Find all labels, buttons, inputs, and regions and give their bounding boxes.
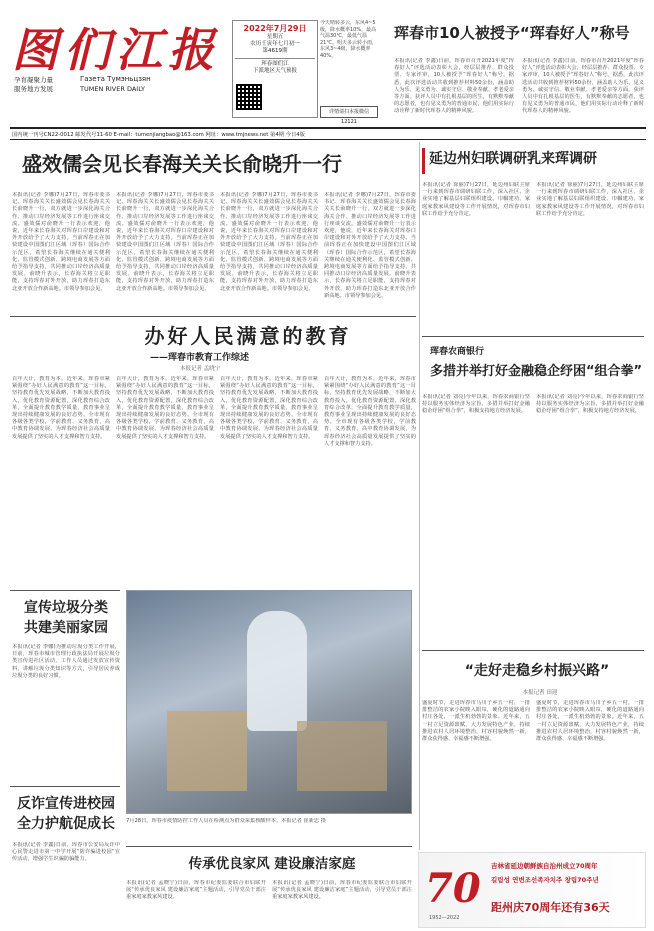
center-feature-col-2: 百年大计，教育为本。近年来，珲春市紧紧围绕“办好人民满意的教育”这一目标，坚持教育优先发展战略，不断加大教育投入，优化教育资源配置，深化教育综合改革，全面提升教育教学质量，教育事业呈现出持续健康发展的良好态势。全市现有各级各类学校，学前教育、义务教育、高中教育协调发展，为珲春经济社会高质量发展提供了坚实的人才支撑和智力支持。 bbox=[116, 376, 214, 440]
left-column-2-title-1: 反诈宣传进校园 bbox=[17, 796, 115, 812]
anniversary-logo: 70 bbox=[425, 865, 481, 912]
lead-body-col-3: 本报讯(记者 李娜)7月27日，珲春市委书记、珲春海关关长盛效儒会见长春海关关长俞晓升一行，双方就进一步深化海关合作、推动口岸经济发展等工作进行座谈交流。盛效儒对俞晓升一行表示欢迎，他说，近年来长春海关对珲春口岸建设和对外开放给予了大力支持。当前珲春正在加快建设中国图们江区域（珲春）国际合作示范区，希望长春海关继续在通关便利化、监管模式创新、跨境电商发展等方面给予指导支持，共同推动口岸经济高质量发展。俞晓升表示，长春海关将立足职能，支持珲春对外开放，助力珲春打造东北亚开放合作新高地。市领导参加会见。 bbox=[220, 192, 318, 292]
divider-right-3 bbox=[422, 650, 644, 651]
right-article-3-byline: 本报记者 田迎 bbox=[522, 690, 558, 696]
issue-date: 2022年7月29日 bbox=[243, 24, 307, 33]
lead-body-col-4: 本报讯(记者 李娜)7月27日，珲春市委书记、珲春海关关长盛效儒会见长春海关关长俞晓升一行，双方就进一步深化海关合作、推动口岸经济发展等工作进行座谈交流。盛效儒对俞晓升一行表示欢迎，他说，近年来长春海关对珲春口岸建设和对外开放给予了大力支持。当前珲春正在加快建设中国图们江区域（珲春）国际合作示范区，希望长春海关继续在通关便利化、监管模式创新、跨境电商发展等方面给予指导支持，共同推动口岸经济高质量发展。俞晓升表示，长春海关将立足职能，支持珲春对外开放，助力珲春打造东北亚开放合作新高地。市领导参加会见。 bbox=[324, 192, 416, 299]
top-right-body-1: 本报讯(记者 李鑫)日前，珲春市召开2021年度“珲春好人”评选活动表彰大会，经层层推荐、群众投票、专家评审，10人被授予“珲春好人”称号。据悉，此次评选活动共收到推荐材料50余份，涵盖助人为乐、见义勇为、诚实守信、敬业奉献、孝老爱亲等方面。获评人员中有扎根基层的医生，有默默奉献的志愿者，也有见义勇为的普通市民，他们用实际行动诠释了新时代珲春人的精神风貌。 bbox=[394, 58, 514, 115]
photo-boxes bbox=[167, 711, 247, 791]
center-feature-byline: 本报记者 孟晓宁 bbox=[180, 366, 221, 372]
lead-body-col-1: 本报讯(记者 李娜)7月27日，珲春市委书记、珲春海关关长盛效儒会见长春海关关长俞晓升一行，双方就进一步深化海关合作、推动口岸经济发展等工作进行座谈交流。盛效儒对俞晓升一行表示欢迎，他说，近年来长春海关对珲春口岸建设和对外开放给予了大力支持。当前珲春正在加快建设中国图们江区域（珲春）国际合作示范区，希望长春海关继续在通关便利化、监管模式创新、跨境电商发展等方面给予指导支持，共同推动口岸经济高质量发展。俞晓升表示，长春海关将立足职能，支持珲春对外开放，助力珲春打造东北亚开放合作新高地。市领导参加会见。 bbox=[12, 192, 110, 292]
right-article-3-col-2: 盛夏时节，走进珲春市马川子乡五一村，一排排整洁的农家小院映入眼帘，硬化的道路通向村庄各处，一派生机勃勃的景象。近年来，五一村立足资源禀赋，大力发展特色产业，持续推进农村人居环境整治，村容村貌焕然一新，群众获得感、幸福感不断增强。 bbox=[536, 700, 644, 743]
bottom-feature-title[interactable]: 传承优良家风 建设廉洁家庭 bbox=[188, 856, 356, 872]
masthead-logo: 图们江报 bbox=[12, 23, 220, 77]
lead-title[interactable]: 盛效儒会见长春海关关长俞晓升一行 bbox=[22, 152, 342, 176]
divider-right-2 bbox=[422, 336, 644, 337]
weekday: 星期五 bbox=[266, 34, 284, 40]
countdown-days: 36 bbox=[583, 901, 599, 914]
divider-left bbox=[10, 590, 120, 591]
anniversary-line-1: 吉林省延边朝鲜族自治州成立70周年 bbox=[491, 862, 598, 870]
lunar-date: 农历壬寅年七月初一 bbox=[250, 41, 300, 47]
left-column-2-title[interactable] bbox=[12, 794, 120, 834]
right-article-3-title[interactable]: “走好走稳乡村振兴路” bbox=[464, 663, 610, 679]
lead-body-col-2: 本报讯(记者 李娜)7月27日，珲春市委书记、珲春海关关长盛效儒会见长春海关关长俞晓升一行，双方就进一步深化海关合作、推动口岸经济发展等工作进行座谈交流。盛效儒对俞晓升一行表示欢迎，他说，近年来长春海关对珲春口岸建设和对外开放给予了大力支持。当前珲春正在加快建设中国图们江区域（珲春）国际合作示范区，希望长春海关继续在通关便利化、监管模式创新、跨境电商发展等方面给予指导支持，共同推动口岸经济高质量发展。俞晓升表示，长春海关将立足职能，支持珲春对外开放，助力珲春打造东北亚开放合作新高地。市领导参加会见。 bbox=[116, 192, 214, 292]
right-feature-2-title[interactable]: 多措并举打好金融稳企纾困“组合拳” bbox=[430, 364, 643, 379]
right-feature-1-col-2: 本报讯(记者 徐丽)7月27日，延边州妇联主席一行来到珲春市调研妇联工作，深入社区、企业实地了解基层妇联组织建设、巾帼建功、家庭家教家风建设等工作开展情况，对珲春市妇联工作给予充分肯定。 bbox=[536, 182, 644, 217]
countdown-label: 距州庆70周年还有 bbox=[491, 901, 584, 914]
center-feature-col-3: 百年大计，教育为本。近年来，珲春市紧紧围绕“办好人民满意的教育”这一目标，坚持教育优先发展战略，不断加大教育投入，优化教育资源配置，深化教育综合改革，全面提升教育教学质量，教育事业呈现出持续健康发展的良好态势。全市现有各级各类学校，学前教育、义务教育、高中教育协调发展，为珲春经济社会高质量发展提供了坚实的人才支撑和智力支持。 bbox=[220, 376, 318, 440]
divider-center-top bbox=[10, 316, 416, 317]
right-feature-2-col-1: 本报讯(记者 刘亮)今年以来，珲春农商银行坚持以服务实体经济为宗旨，多措并举打好金融稳企纾困“组合拳”，积极支持地方经济发展。 bbox=[422, 394, 530, 415]
right-article-3-col-1: 盛夏时节，走进珲春市马川子乡五一村，一排排整洁的农家小院映入眼帘，硬化的道路通向村庄各处，一派生机勃勃的景象。近年来，五一村立足资源禀赋，大力发展特色产业，持续推进农村人居环境整治，村容村貌焕然一新，群众获得感、幸福感不断增强。 bbox=[422, 700, 530, 743]
qr-code[interactable] bbox=[236, 84, 262, 110]
publisher-line-2: 下派地区天气预报 bbox=[252, 68, 297, 74]
masthead-rule-2 bbox=[10, 139, 646, 140]
anniversary-years: 1952—2022 bbox=[429, 915, 460, 921]
masthead-kr bbox=[80, 74, 220, 94]
anniversary-line-2: 길림성 연변조선족자치주 창립70주년 bbox=[491, 876, 599, 884]
divider-bottom bbox=[126, 846, 412, 847]
left-column-title-1: 宣传垃圾分类 bbox=[24, 600, 108, 616]
photo-caption: 7月28日，珲春市疫情防控工作人员在检测点为群众采集核酸样本。本报记者 崔新忠 摄 bbox=[126, 818, 326, 824]
center-feature-col-4: 百年大计，教育为本。近年来，珲春市紧紧围绕“办好人民满意的教育”这一目标，坚持教育优先发展战略，不断加大教育投入，优化教育资源配置，深化教育综合改革，全面提升教育教学质量，教育事业呈现出持续健康发展的良好态势。全市现有各级各类学校，学前教育、义务教育、高中教育协调发展，为珲春经济社会高质量发展提供了坚实的人才支撑和智力支持。 bbox=[324, 376, 416, 447]
masthead-rule bbox=[10, 127, 646, 129]
bottom-feature-col-1: 本报讯(记者 孟晓宁)日前，珲春市纪委监委联合市妇联开展“传承优良家风 建设廉洁家庭”主题活动，引导党员干部注重家庭家教家风建设。 bbox=[126, 880, 266, 901]
left-column-2-body: 本报讯(记者 李鑫)日前，珲春市公安局反诈中心民警走进市第一中学开展“防诈骗进校园”宣传活动，增强学生识骗防骗能力。 bbox=[12, 842, 120, 863]
photo-figure bbox=[247, 611, 307, 731]
masthead-info: 国内统一刊号CN22-0012 邮发代号11-60 E-mail：tumenjiangbao@163.com 网址：www.tmjnews.net 第4期 今日4版 bbox=[12, 132, 305, 138]
left-column-2-title-2: 全力护航促成长 bbox=[17, 816, 115, 832]
right-feature-1-col-1: 本报讯(记者 徐丽)7月27日，延边州妇联主席一行来到珲春市调研妇联工作，深入社区、企业实地了解基层妇联组织建设、巾帼建功、家庭家教家风建设等工作开展情况，对珲春市妇联工作给予充分肯定。 bbox=[422, 182, 530, 217]
masthead-kr-name: Газета Тумэньцзян bbox=[80, 75, 151, 83]
right-feature-1-title[interactable]: 延边州妇联调研乳来珲调研 bbox=[422, 148, 644, 174]
left-column-body: 本报讯(记者 李娜)为推动垃圾分类工作开展，日前，珲春市城市管理行政执法局开展垃圾分类宣传进社区活动，工作人员通过发放宣传资料、讲解垃圾分类知识等方式，引导居民养成垃圾分类的良好习惯。 bbox=[12, 644, 120, 679]
top-right-title[interactable]: 珲春市10人被授予“珲春好人”称号 bbox=[394, 24, 630, 42]
column-separator bbox=[419, 142, 420, 850]
center-feature-col-1: 百年大计，教育为本。近年来，珲春市紧紧围绕“办好人民满意的教育”这一目标，坚持教育优先发展战略，不断加大教育投入，优化教育资源配置，深化教育综合改革，全面提升教育教学质量，教育事业呈现出持续健康发展的良好态势。全市现有各级各类学校，学前教育、义务教育、高中教育协调发展，为珲春经济社会高质量发展提供了坚实的人才支撑和智力支持。 bbox=[12, 376, 110, 440]
anniversary-ad[interactable] bbox=[418, 852, 646, 928]
right-feature-2-col-2: 本报讯(记者 刘亮)今年以来，珲春农商银行坚持以服务实体经济为宗旨，多措并举打好金融稳企纾困“组合拳”，积极支持地方经济发展。 bbox=[536, 394, 644, 415]
bottom-feature-col-2: 本报讯(记者 孟晓宁)日前，珲春市纪委监委联合市妇联开展“传承优良家风 建设廉洁家庭”主题活动，引导党员干部注重家庭家教家风建设。 bbox=[272, 880, 412, 901]
masthead-tag-1: 孕育凝聚力量 bbox=[14, 76, 53, 84]
subtitle-box: 详情请扫本报微信 12121 bbox=[320, 106, 378, 118]
issue-number: 第4619期 bbox=[262, 48, 288, 54]
masthead-kr-sub: TUMEN RIVER DAILY bbox=[80, 85, 145, 93]
center-feature-title[interactable]: 办好人民满意的教育 bbox=[144, 324, 352, 348]
publisher bbox=[235, 58, 315, 75]
left-column-title[interactable] bbox=[12, 598, 120, 638]
publisher-line-1: 珲春图们江 bbox=[261, 61, 289, 67]
top-right-body-2: 本报讯(记者 李鑫)日前，珲春市召开2021年度“珲春好人”评选活动表彰大会，经层层推荐、群众投票、专家评审，10人被授予“珲春好人”称号。据悉，此次评选活动共收到推荐材料50余份，涵盖助人为乐、见义勇为、诚实守信、敬业奉献、孝老爱亲等方面。获评人员中有扎根基层的医生，有默默奉献的志愿者，也有见义勇为的普通市民，他们用实际行动诠释了新时代珲春人的精神风貌。 bbox=[522, 58, 644, 115]
weather-text: 今天晴转多云，东风4~5级，降水概率10%，最高气温30℃，最低气温21℃。明天多云转小雨，东风3~4级，降水概率40%。 bbox=[320, 20, 377, 59]
masthead-tag-2: 服务地方发展 bbox=[14, 85, 53, 93]
divider-left-2 bbox=[10, 786, 120, 787]
anniversary-countdown bbox=[491, 899, 645, 915]
news-photo[interactable] bbox=[126, 590, 412, 814]
left-column-title-2: 共建美丽家园 bbox=[24, 620, 108, 636]
right-feature-2-kicker: 珲春农商银行 bbox=[430, 347, 485, 357]
center-feature-subtitle: ——珲春市教育工作综述 bbox=[150, 353, 250, 363]
countdown-unit: 天 bbox=[598, 901, 610, 914]
photo-boxes-2 bbox=[297, 721, 387, 791]
